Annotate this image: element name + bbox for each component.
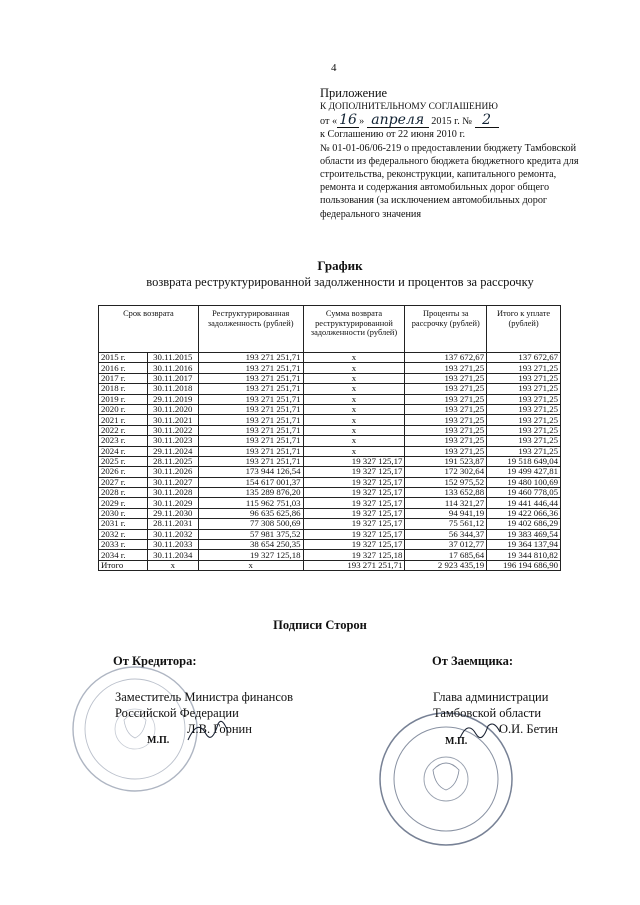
handwritten-month: апреля bbox=[367, 114, 429, 128]
repayment-schedule-table bbox=[98, 305, 561, 571]
table-cell: 193 271,25 bbox=[405, 425, 487, 435]
creditor-position: Заместитель Министра финансов bbox=[115, 690, 294, 704]
table-cell: х bbox=[303, 363, 405, 373]
table-cell: 173 944 126,54 bbox=[198, 467, 303, 477]
header-term: Срок возврата bbox=[99, 306, 199, 353]
table-cell: 114 321,27 bbox=[405, 498, 487, 508]
borrower-signatory-name: О.И. Бетин bbox=[499, 722, 558, 736]
table-row bbox=[99, 384, 561, 394]
table-cell: 193 271,25 bbox=[487, 446, 561, 456]
table-cell: 38 654 250,35 bbox=[198, 540, 303, 550]
table-cell: 193 271,25 bbox=[405, 436, 487, 446]
table-cell: 29.11.2019 bbox=[147, 394, 198, 404]
date-year: 2015 г. № bbox=[431, 116, 473, 128]
table-cell: 2017 г. bbox=[99, 373, 148, 383]
table-cell: 193 271 251,71 bbox=[198, 436, 303, 446]
table-row bbox=[99, 363, 561, 373]
total-cell: х bbox=[198, 560, 303, 570]
table-cell: 191 523,87 bbox=[405, 456, 487, 466]
table-cell: 19 327 125,17 bbox=[303, 529, 405, 539]
table-cell: х bbox=[303, 384, 405, 394]
table-cell: 2024 г. bbox=[99, 446, 148, 456]
page-number: 4 bbox=[331, 62, 337, 74]
table-cell: 19 441 446,44 bbox=[487, 498, 561, 508]
table-cell: 193 271,25 bbox=[405, 415, 487, 425]
table-row bbox=[99, 456, 561, 466]
total-cell: х bbox=[147, 560, 198, 570]
table-cell: 19 402 686,29 bbox=[487, 519, 561, 529]
table-row bbox=[99, 373, 561, 383]
handwritten-day: 16 bbox=[337, 114, 359, 128]
table-cell: 193 271,25 bbox=[487, 404, 561, 414]
schedule-subheading: возврата реструктурированной задолженности и процентов за рассрочку bbox=[146, 275, 534, 289]
table-row bbox=[99, 540, 561, 550]
table-cell: 193 271,25 bbox=[405, 446, 487, 456]
table-cell: 19 327 125,17 bbox=[303, 488, 405, 498]
table-cell: 2027 г. bbox=[99, 477, 148, 487]
table-row bbox=[99, 394, 561, 404]
creditor-stamp-mp: М.П. bbox=[147, 735, 170, 746]
creditor-signature-icon bbox=[186, 716, 234, 746]
table-cell: 19 327 125,17 bbox=[303, 467, 405, 477]
table-cell: х bbox=[303, 425, 405, 435]
appendix-body: № 01-01-06/06-219 о предоставлении бюджету Тамбовской области из федерального бюджета бюджетного кредита для строительства, реконструкции, капитального ремонта, ремонта и содержания автомобильных дорог общего пользования (за исключением автомобильных дорог федерального значения bbox=[320, 142, 579, 220]
table-row bbox=[99, 529, 561, 539]
table-cell: 193 271 251,71 bbox=[198, 363, 303, 373]
table-cell: 37 012,77 bbox=[405, 540, 487, 550]
table-cell: х bbox=[303, 415, 405, 425]
table-cell: 193 271,25 bbox=[487, 436, 561, 446]
borrower-signature-icon bbox=[458, 718, 504, 746]
table-cell: 19 364 137,94 bbox=[487, 540, 561, 550]
table-cell: х bbox=[303, 404, 405, 414]
borrower-label: От Заемщика: bbox=[432, 654, 514, 668]
table-row bbox=[99, 467, 561, 477]
table-cell: 19 480 100,69 bbox=[487, 477, 561, 487]
table-cell: 193 271,25 bbox=[487, 373, 561, 383]
table-total-row bbox=[99, 560, 561, 570]
handwritten-number: 2 bbox=[475, 114, 499, 128]
table-cell: х bbox=[303, 436, 405, 446]
table-cell: 137 672,67 bbox=[487, 353, 561, 363]
table-cell: 193 271 251,71 bbox=[198, 425, 303, 435]
date-quote: » bbox=[359, 116, 365, 128]
borrower-organization: Тамбовской области bbox=[433, 706, 542, 720]
table-cell: 154 617 001,37 bbox=[198, 477, 303, 487]
table-cell: 193 271,25 bbox=[487, 394, 561, 404]
table-cell: 2030 г. bbox=[99, 508, 148, 518]
table-cell: 19 460 778,05 bbox=[487, 488, 561, 498]
table-cell: 28.11.2025 bbox=[147, 456, 198, 466]
table-cell: 193 271,25 bbox=[487, 363, 561, 373]
header-repayment-amount: Сумма возврата реструктурированной задолженности (рублей) bbox=[303, 306, 405, 353]
table-row bbox=[99, 425, 561, 435]
table-cell: х bbox=[303, 446, 405, 456]
table-cell: 2020 г. bbox=[99, 404, 148, 414]
table-cell: 172 302,64 bbox=[405, 467, 487, 477]
table-cell: 193 271 251,71 bbox=[198, 456, 303, 466]
date-prefix: от « bbox=[320, 116, 338, 128]
table-cell: 30.11.2022 bbox=[147, 425, 198, 435]
table-cell: 94 941,19 bbox=[405, 508, 487, 518]
table-cell: 2031 г. bbox=[99, 519, 148, 529]
table-cell: 133 652,88 bbox=[405, 488, 487, 498]
table-cell: 193 271 251,71 bbox=[198, 353, 303, 363]
header-interest: Проценты за рассрочку (рублей) bbox=[405, 306, 487, 353]
table-cell: 193 271 251,71 bbox=[198, 446, 303, 456]
table-cell: 30.11.2015 bbox=[147, 353, 198, 363]
table-cell: 19 344 810,82 bbox=[487, 550, 561, 560]
table-cell: 115 962 751,03 bbox=[198, 498, 303, 508]
table-cell: 2019 г. bbox=[99, 394, 148, 404]
header-total: Итого к уплате (рублей) bbox=[487, 306, 561, 353]
table-cell: 56 344,37 bbox=[405, 529, 487, 539]
total-cell: 2 923 435,19 bbox=[405, 560, 487, 570]
table-row bbox=[99, 404, 561, 414]
table-cell: х bbox=[303, 353, 405, 363]
table-cell: 137 672,67 bbox=[405, 353, 487, 363]
table-cell: 30.11.2021 bbox=[147, 415, 198, 425]
schedule-title bbox=[80, 258, 600, 290]
table-cell: 30.11.2020 bbox=[147, 404, 198, 414]
table-cell: 2021 г. bbox=[99, 415, 148, 425]
table-cell: 19 518 649,04 bbox=[487, 456, 561, 466]
table-cell: 193 271,25 bbox=[487, 425, 561, 435]
table-cell: 30.11.2027 bbox=[147, 477, 198, 487]
table-cell: 193 271 251,71 bbox=[198, 415, 303, 425]
table-cell: 2023 г. bbox=[99, 436, 148, 446]
table-row bbox=[99, 446, 561, 456]
table-cell: 193 271,25 bbox=[405, 394, 487, 404]
table-row bbox=[99, 519, 561, 529]
appendix-line3: к Соглашению от 22 июня 2010 г. bbox=[320, 129, 466, 141]
table-cell: 19 383 469,54 bbox=[487, 529, 561, 539]
table-cell: 193 271,25 bbox=[405, 373, 487, 383]
table-cell: 30.11.2026 bbox=[147, 467, 198, 477]
table-row bbox=[99, 436, 561, 446]
table-row bbox=[99, 508, 561, 518]
table-cell: 193 271,25 bbox=[487, 384, 561, 394]
table-cell: 135 289 876,20 bbox=[198, 488, 303, 498]
table-cell: 19 499 427,81 bbox=[487, 467, 561, 477]
table-cell: 19 422 066,36 bbox=[487, 508, 561, 518]
table-cell: 2033 г. bbox=[99, 540, 148, 550]
table-cell: 19 327 125,17 bbox=[303, 519, 405, 529]
creditor-organization: Российской Федерации bbox=[115, 706, 239, 720]
table-cell: 19 327 125,17 bbox=[303, 540, 405, 550]
table-cell: 30.11.2029 bbox=[147, 498, 198, 508]
schedule-heading: График bbox=[317, 258, 363, 273]
table-cell: 30.11.2016 bbox=[147, 363, 198, 373]
total-cell: Итого bbox=[99, 560, 148, 570]
table-cell: 29.11.2024 bbox=[147, 446, 198, 456]
borrower-position: Глава администрации bbox=[433, 690, 549, 704]
table-cell: 17 685,64 bbox=[405, 550, 487, 560]
table-cell: 2029 г. bbox=[99, 498, 148, 508]
table-row bbox=[99, 477, 561, 487]
borrower-stamp-mp: М.П. bbox=[445, 736, 468, 747]
table-cell: 193 271,25 bbox=[487, 415, 561, 425]
table-cell: 2034 г. bbox=[99, 550, 148, 560]
total-cell: 193 271 251,71 bbox=[303, 560, 405, 570]
table-row bbox=[99, 488, 561, 498]
table-cell: 2028 г. bbox=[99, 488, 148, 498]
table-cell: 30.11.2023 bbox=[147, 436, 198, 446]
creditor-signatory-name: Л.В. Горнин bbox=[187, 722, 252, 736]
header-restructured-debt: Реструктурированная задолженность (рублей) bbox=[198, 306, 303, 353]
appendix-title: Приложение bbox=[320, 86, 388, 100]
table-cell: 19 327 125,17 bbox=[303, 498, 405, 508]
table-cell: 193 271 251,71 bbox=[198, 373, 303, 383]
table-cell: х bbox=[303, 394, 405, 404]
table-cell: 2015 г. bbox=[99, 353, 148, 363]
table-cell: 29.11.2030 bbox=[147, 508, 198, 518]
table-cell: 193 271,25 bbox=[405, 384, 487, 394]
table-cell: х bbox=[303, 373, 405, 383]
table-cell: 30.11.2032 bbox=[147, 529, 198, 539]
signatures-title: Подписи Сторон bbox=[273, 618, 367, 632]
table-cell: 2016 г. bbox=[99, 363, 148, 373]
table-cell: 77 308 500,69 bbox=[198, 519, 303, 529]
table-cell: 2025 г. bbox=[99, 456, 148, 466]
table-row bbox=[99, 550, 561, 560]
table-row bbox=[99, 415, 561, 425]
appendix-line1: К ДОПОЛНИТЕЛЬНОМУ СОГЛАШЕНИЮ bbox=[320, 102, 498, 112]
table-cell: 193 271 251,71 bbox=[198, 394, 303, 404]
table-cell: 19 327 125,18 bbox=[198, 550, 303, 560]
table-cell: 75 561,12 bbox=[405, 519, 487, 529]
table-cell: 96 635 625,86 bbox=[198, 508, 303, 518]
table-cell: 57 981 375,52 bbox=[198, 529, 303, 539]
table-cell: 30.11.2028 bbox=[147, 488, 198, 498]
table-cell: 19 327 125,17 bbox=[303, 508, 405, 518]
table-cell: 193 271,25 bbox=[405, 363, 487, 373]
table-cell: 30.11.2033 bbox=[147, 540, 198, 550]
table-row bbox=[99, 353, 561, 363]
table-cell: 19 327 125,17 bbox=[303, 477, 405, 487]
table-cell: 2022 г. bbox=[99, 425, 148, 435]
table-cell: 152 975,52 bbox=[405, 477, 487, 487]
table-cell: 19 327 125,17 bbox=[303, 456, 405, 466]
table-cell: 193 271 251,71 bbox=[198, 404, 303, 414]
table-cell: 2032 г. bbox=[99, 529, 148, 539]
table-cell: 193 271,25 bbox=[405, 404, 487, 414]
table-cell: 19 327 125,18 bbox=[303, 550, 405, 560]
table-header-row bbox=[99, 306, 561, 353]
table-cell: 28.11.2031 bbox=[147, 519, 198, 529]
appendix-date-line bbox=[320, 114, 580, 128]
total-cell: 196 194 686,90 bbox=[487, 560, 561, 570]
table-cell: 193 271 251,71 bbox=[198, 384, 303, 394]
table-row bbox=[99, 498, 561, 508]
table-cell: 30.11.2034 bbox=[147, 550, 198, 560]
table-cell: 2026 г. bbox=[99, 467, 148, 477]
appendix-block bbox=[320, 86, 580, 221]
table-cell: 30.11.2018 bbox=[147, 384, 198, 394]
table-cell: 30.11.2017 bbox=[147, 373, 198, 383]
creditor-label: От Кредитора: bbox=[113, 654, 197, 668]
table-cell: 2018 г. bbox=[99, 384, 148, 394]
